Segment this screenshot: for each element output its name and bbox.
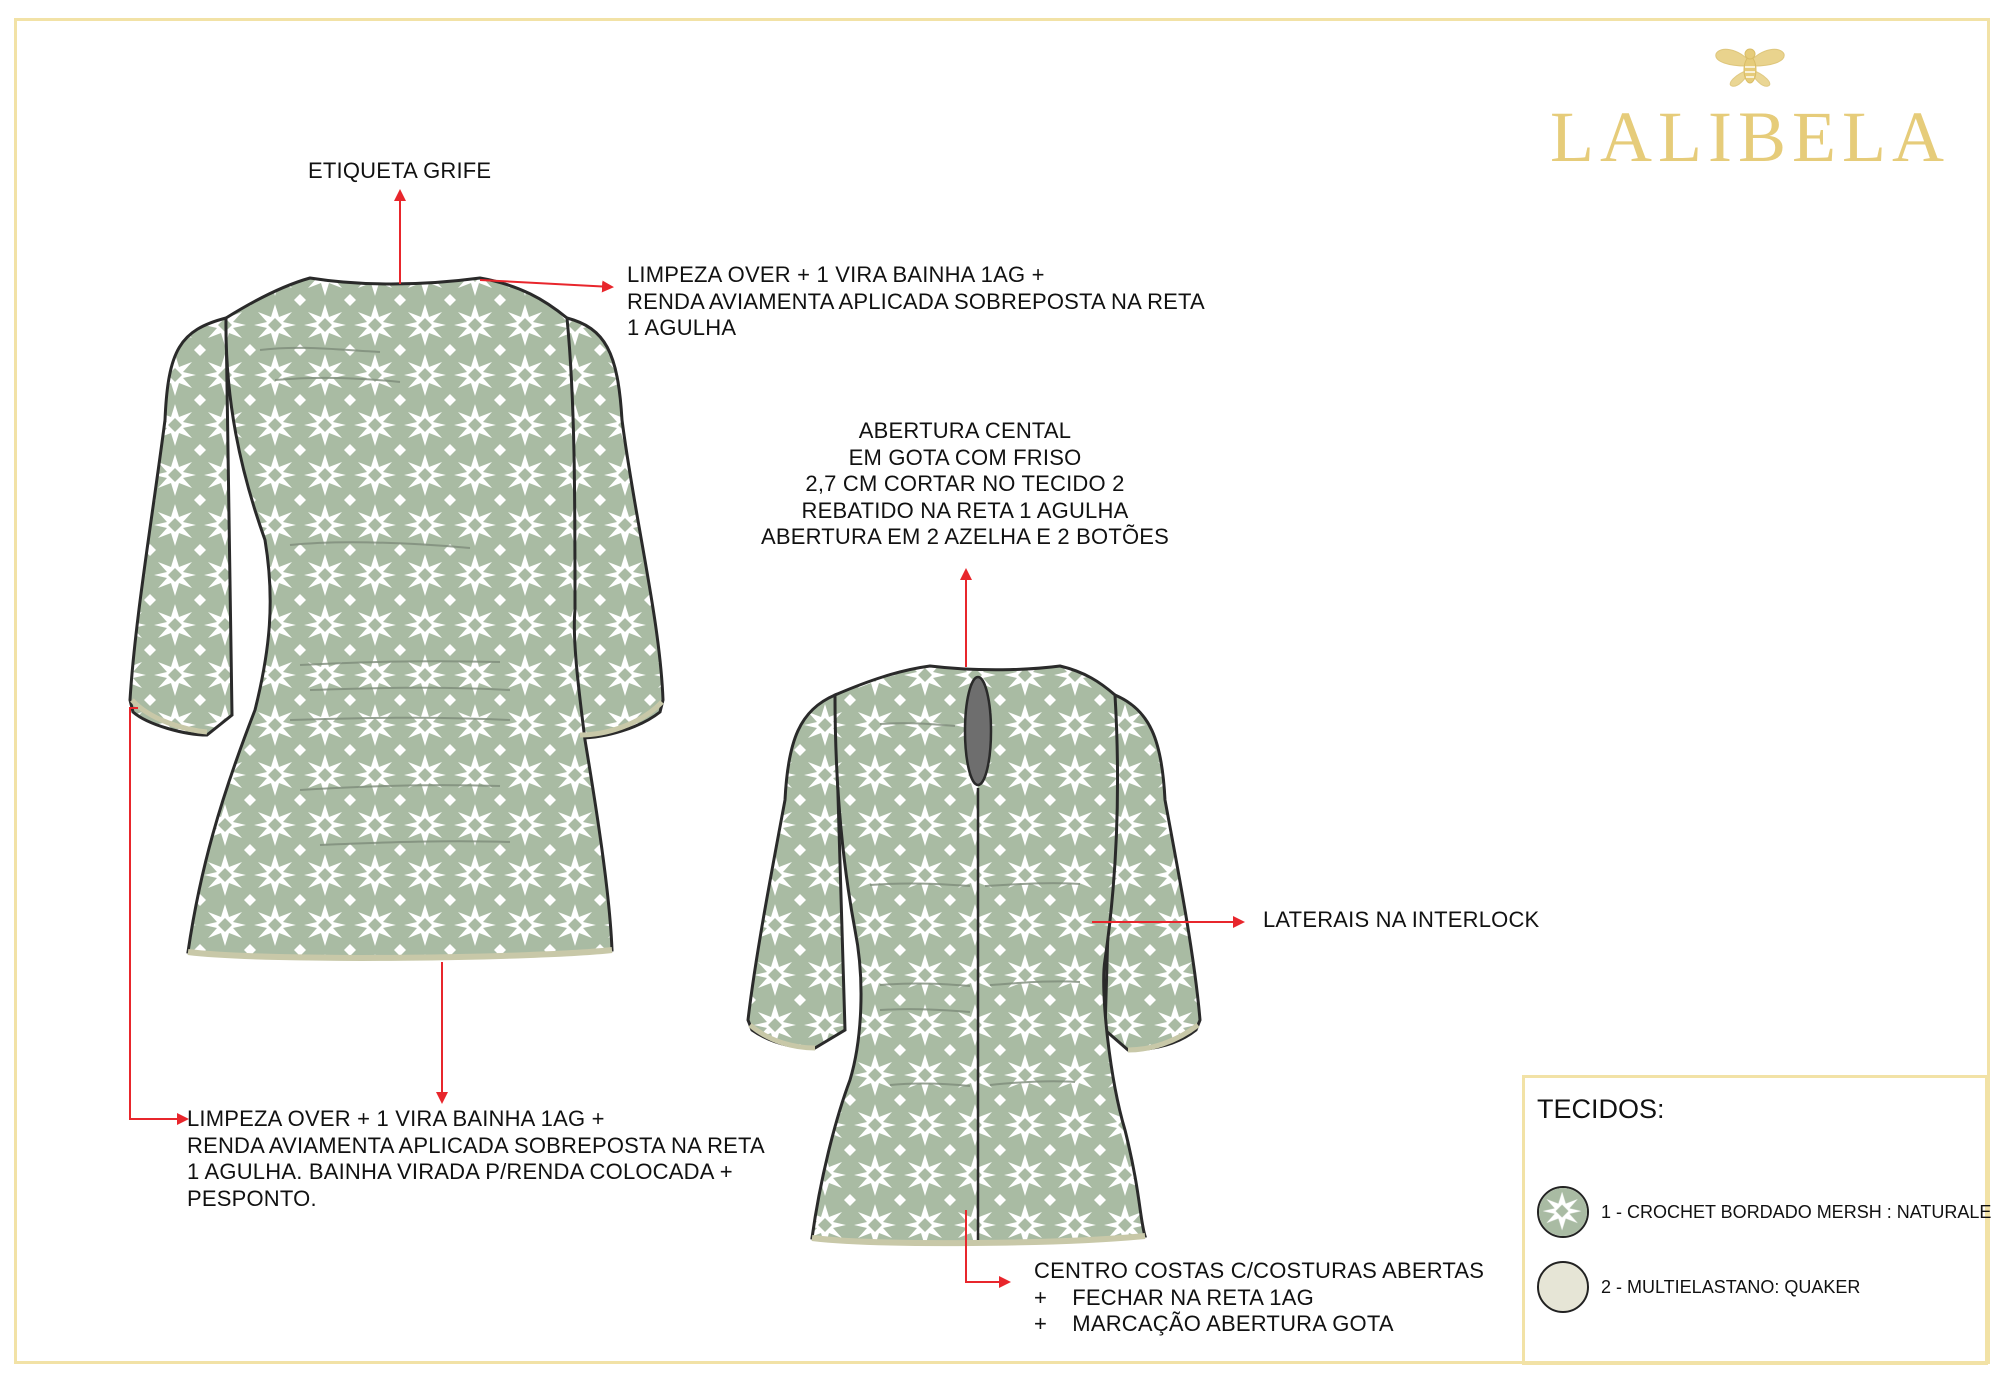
keyhole-opening [965,677,991,785]
note-back-opening-line: ABERTURA CENTAL [858,418,1072,443]
note-center-back-line: CENTRO COSTAS C/COSTURAS ABERTAS [1034,1258,1485,1283]
note-side-seams: LATERAIS NA INTERLOCK [1263,907,1540,932]
legend-item-fabric-1 [1537,1184,1991,1240]
note-center-back [1034,1258,1484,1338]
legend-item-label: 1 - CROCHET BORDADO MERSH : NATURALE [1601,1201,1992,1222]
note-back-opening-line: 2,7 CM CORTAR NO TECIDO 2 [805,471,1125,496]
fabric-1-swatch-icon [1537,1186,1589,1238]
note-neckline [627,262,1205,342]
note-center-back-line: + MARCAÇÃO ABERTURA GOTA [1034,1311,1394,1336]
note-hem-line: PESPONTO. [187,1185,317,1211]
note-back-opening [720,418,1210,551]
note-back-opening-line: REBATIDO NA RETA 1 AGULHA [801,497,1129,523]
note-back-opening-line: EM GOTA COM FRISO [848,444,1082,470]
note-neckline-line: RENDA AVIAMENTA APLICADA SOBREPOSTA NA RETA [627,288,1205,314]
front-sleeve-left [130,318,232,735]
note-center-back-line: + FECHAR NA RETA 1AG [1034,1284,1314,1310]
front-bodice [188,278,612,958]
fabric-legend [1522,1075,1992,1365]
note-hem-line: LIMPEZA OVER + 1 VIRA BAINHA 1AG + [187,1106,605,1131]
brand-name: LALIBELA [1550,97,1950,177]
legend-title: TECIDOS: [1537,1094,1665,1124]
back-sleeve-right [1105,695,1200,1050]
front-view-garment [130,278,663,958]
note-neckline-line: LIMPEZA OVER + 1 VIRA BAINHA 1AG + [627,262,1045,287]
note-label-tag: ETIQUETA GRIFE [308,158,492,183]
legend-item-label: 2 - MULTIELASTANO: QUAKER [1601,1276,1861,1297]
fabric-2-swatch-icon [1537,1261,1589,1313]
note-neckline-line: 1 AGULHA [627,315,737,340]
note-hem-line: RENDA AVIAMENTA APLICADA SOBREPOSTA NA RETA [187,1132,765,1158]
back-sleeve-left [748,695,845,1048]
note-back-opening-line: ABERTURA EM 2 AZELHA E 2 BOTÕES [760,524,1170,549]
legend-item-fabric-2 [1537,1259,1860,1315]
note-hem [187,1106,765,1212]
arrow-hem [130,708,187,1119]
note-hem-line: 1 AGULHA. BAINHA VIRADA P/RENDA COLOCADA + [187,1159,733,1184]
back-view-garment [748,666,1200,1243]
